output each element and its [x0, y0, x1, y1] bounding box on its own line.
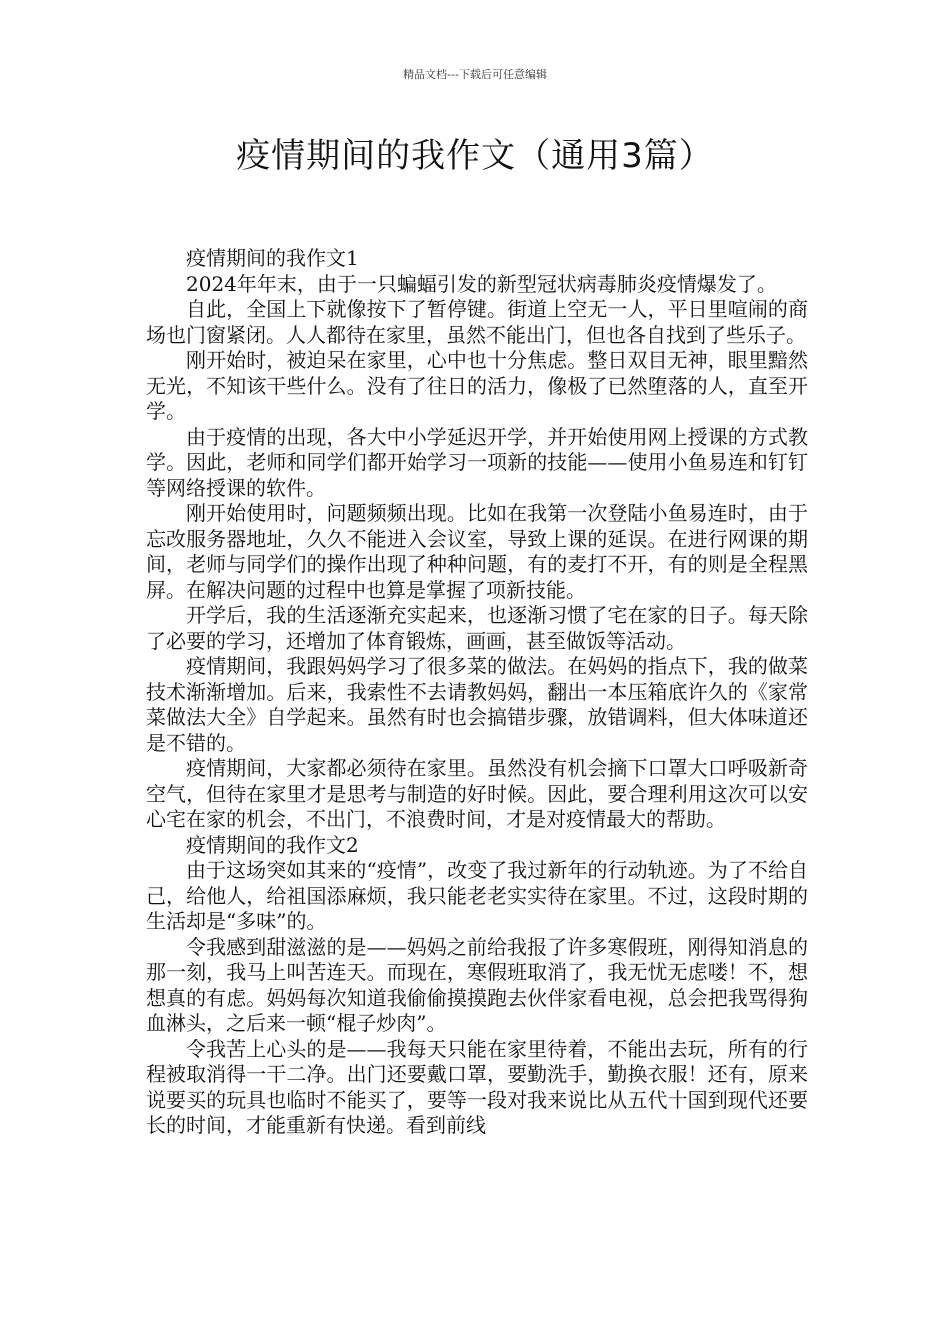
- paragraph: 由于疫情的出现，各大中小学延迟开学，并开始使用网上授课的方式教学。因此，老师和同学们都开始学习一项新的技能——使用小鱼易连和钉钉等网络授课的软件。: [146, 424, 808, 500]
- paragraph: 开学后，我的生活逐渐充实起来，也逐渐习惯了宅在家的日子。每天除了必要的学习，还增加了体育锻炼，画画，甚至做饭等活动。: [146, 603, 808, 653]
- section-heading-2: 疫情期间的我作文2: [186, 832, 359, 857]
- paragraph: 刚开始时，被迫呆在家里，心中也十分焦虑。整日双目无神，眼里黯然无光，不知该干些什么。没有了往日的活力，像极了已然堕落的人，直至开学。: [146, 348, 808, 423]
- paragraph: 令我感到甜滋滋的是——妈妈之前给我报了许多寒假班，刚得知消息的那一刻，我马上叫苦连天。而现在，寒假班取消了，我无忧无虑喽！不，想想真的有虑。妈妈每次知道我偷偷摸摸跑去伙伴家看电视，总会把我骂得狗血淋头，之后来一顿“棍子炒肉”。: [146, 934, 808, 1035]
- paragraph: 自此，全国上下就像按下了暂停键。街道上空无一人，平日里喧闹的商场也门窗紧闭。人人都待在家里，虽然不能出门，但也各自找到了些乐子。: [146, 297, 808, 347]
- header-note: 精品文档---下载后可任意编辑: [403, 68, 547, 81]
- paragraph: 令我苦上心头的是——我每天只能在家里待着，不能出去玩，所有的行程被取消得一干二净。出门还要戴口罩，要勤洗手，勤换衣服！还有，原来说要买的玩具也临时不能买了，要等一段对我来说比从五代十国到现代还要长的时间，才能重新有快递。看到前线: [146, 1036, 808, 1137]
- paragraph: 疫情期间，我跟妈妈学习了很多菜的做法。在妈妈的指点下，我的做菜技术渐渐增加。后来，我索性不去请教妈妈，翻出一本压箱底许久的《家常菜做法大全》自学起来。虽然有时也会搞错步骤，放错调料，但大体味道还是不错的。: [146, 654, 808, 755]
- paragraph: 疫情期间，大家都必须待在家里。虽然没有机会摘下口罩大口呼吸新奇空气，但待在家里才是思考与制造的好时候。因此，要合理利用这次可以安心宅在家的机会，不出门，不浪费时间，才是对疫情最大的帮助。: [146, 756, 808, 831]
- document-title: 疫情期间的我作文（通用3篇）: [236, 136, 714, 176]
- section-heading-1: 疫情期间的我作文1: [186, 246, 359, 270]
- document-body: [146, 246, 808, 1139]
- paragraph: 2024年年末，由于一只蝙蝠引发的新型冠状病毒肺炎疫情爆发了。: [186, 271, 777, 296]
- paragraph: 刚开始使用时，问题频频出现。比如在我第一次登陆小鱼易连时，由于忘改服务器地址，久久不能进入会议室，导致上课的延误。在进行网课的期间，老师与同学们的操作出现了种种问题，有的麦打不开，有的则是全程黑屏。在解决问题的过程中也算是掌握了项新技能。: [146, 501, 808, 602]
- paragraph: 由于这场突如其来的“疫情”，改变了我过新年的行动轨迹。为了不给自己，给他人，给祖国添麻烦，我只能老老实实待在家里。不过，这段时期的生活却是“多味”的。: [146, 858, 808, 933]
